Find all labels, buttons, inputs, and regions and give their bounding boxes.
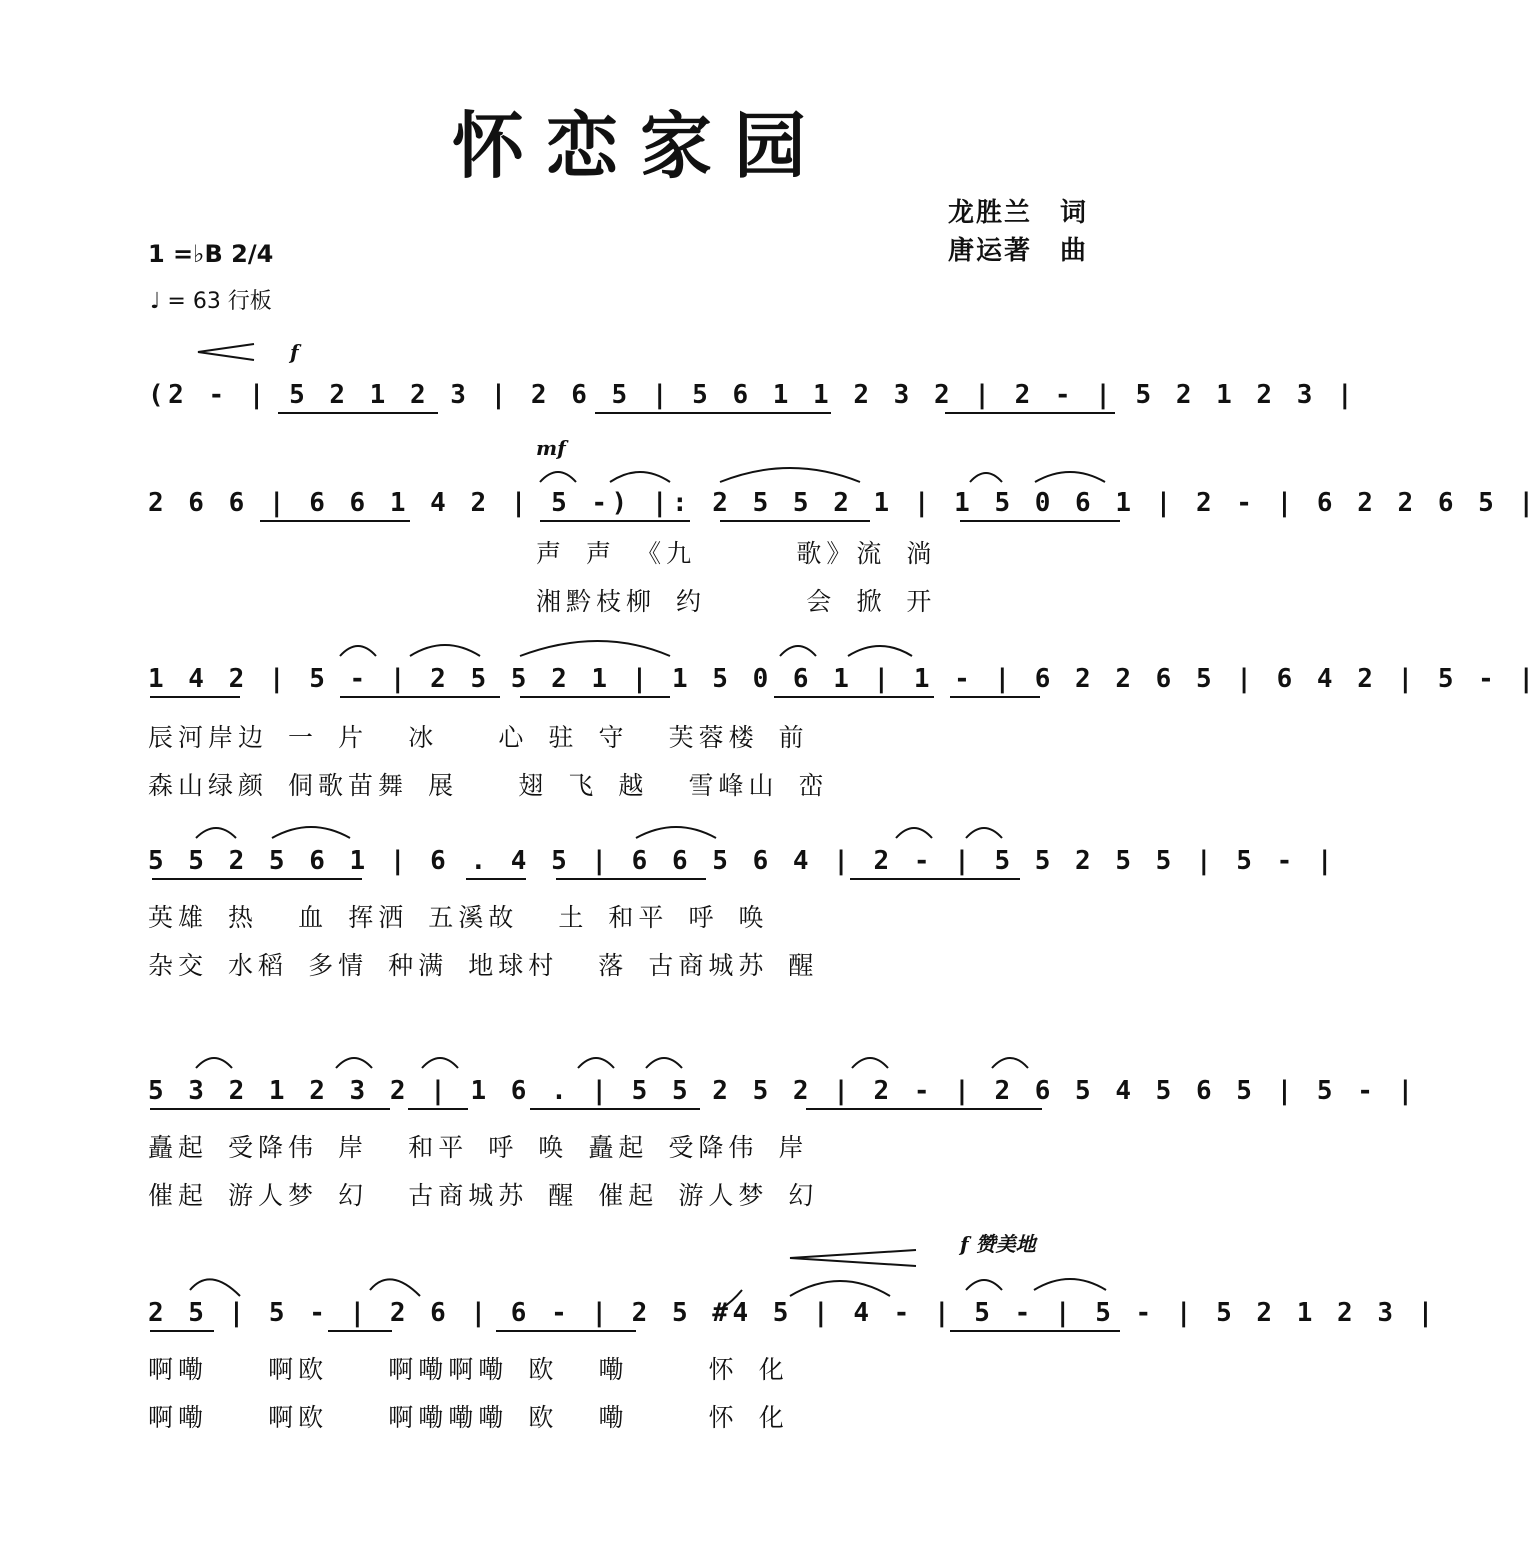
notes-row-4: 5 5 2 5 6 1 | 6 . 4 5 | 6 6 5 6 4 | 2 - | 5 5 2 5 5 | 5 - | xyxy=(148,846,1338,876)
lyricist-role: 词 xyxy=(1060,198,1089,228)
crescendo-hairpin-2 xyxy=(788,1248,918,1268)
composer-name: 唐运著 xyxy=(948,236,1033,266)
underline xyxy=(340,696,500,698)
underline xyxy=(720,520,870,522)
underline xyxy=(540,520,690,522)
dynamic-mf: mf xyxy=(536,436,566,460)
dynamic-f-intro: f xyxy=(290,340,299,364)
dynamic-f-zanmei: f 赞美地 xyxy=(960,1232,1036,1256)
lyrics-row-4-verse-2: 杂交 水稻 多情 种满 地球村 落 古商城苏 醒 xyxy=(148,951,819,980)
underline xyxy=(408,1108,468,1110)
underline xyxy=(960,520,1120,522)
lyrics-row-2-verse-2: 湘黔枝柳 约 会 掀 开 xyxy=(536,587,937,616)
lyrics-row-5-verse-1: 矗起 受降伟 岸 和平 呼 唤 矗起 受降伟 岸 xyxy=(148,1133,809,1162)
underline xyxy=(152,878,362,880)
lyrics-row-6-verse-2: 啊嘞 啊欧 啊嘞嘞嘞 欧 嘞 怀 化 xyxy=(148,1403,789,1432)
underline xyxy=(950,696,1040,698)
notes-row-3: 1 4 2 | 5 - | 2 5 5 2 1 | 1 5 0 6 1 | 1 - | 6 2 2 6 5 | 6 4 2 | 5 - | xyxy=(148,664,1539,694)
underline xyxy=(496,1330,636,1332)
underline xyxy=(595,412,831,414)
underline xyxy=(278,412,438,414)
lyrics-row-5-verse-2: 催起 游人梦 幻 古商城苏 醒 催起 游人梦 幻 xyxy=(148,1181,819,1210)
composer-role: 曲 xyxy=(1060,236,1089,266)
underline xyxy=(556,878,706,880)
key-signature: 1 =♭B 2/4 xyxy=(148,240,274,268)
lyrics-row-3-verse-1: 辰河岸边 一 片 冰 心 驻 守 芙蓉楼 前 xyxy=(148,723,809,752)
underline xyxy=(774,696,934,698)
lyricist-credit xyxy=(948,192,1088,229)
lyrics-row-4-verse-1: 英雄 热 血 挥洒 五溪故 土 和平 呼 唤 xyxy=(148,903,769,932)
underline xyxy=(150,696,240,698)
composer-credit xyxy=(948,230,1088,267)
underline xyxy=(530,1108,700,1110)
lyrics-row-3-verse-2: 森山绿颜 侗歌苗舞 展 翅 飞 越 雪峰山 峦 xyxy=(148,771,829,800)
underline xyxy=(950,1330,1120,1332)
underline xyxy=(945,412,1115,414)
underline xyxy=(850,878,1020,880)
lyrics-row-6-verse-1: 啊嘞 啊欧 啊嘞啊嘞 欧 嘞 怀 化 xyxy=(148,1355,789,1384)
lyrics-row-2-verse-1: 声 声 《九 歌》流 淌 xyxy=(536,539,937,568)
crescendo-hairpin xyxy=(196,342,256,362)
underline xyxy=(806,1108,1042,1110)
notes-row-1: (2 - | 5 2 1 2 3 | 2 6 5 | 5 6 1 1 2 3 2 | 2 - | 5 2 1 2 3 | xyxy=(148,380,1358,410)
notes-row-6: 2 5 | 5 - | 2 6 | 6 - | 2 5 #4 5 | 4 - | 5 - | 5 - | 5 2 1 2 3 | xyxy=(148,1298,1438,1328)
underline xyxy=(520,696,670,698)
lyricist-name: 龙胜兰 xyxy=(948,198,1033,228)
underline xyxy=(150,1330,214,1332)
underline xyxy=(466,878,526,880)
underline xyxy=(260,520,410,522)
song-title: 怀恋家园 xyxy=(451,103,828,188)
notes-row-5: 5 3 2 1 2 3 2 | 1 6 . | 5 5 2 5 2 | 2 - | 2 6 5 4 5 6 5 | 5 - | xyxy=(148,1076,1418,1106)
quarter-note-icon: ♩ xyxy=(150,289,161,314)
underline xyxy=(150,1108,390,1110)
notes-row-2: 2 6 6 | 6 6 1 4 2 | 5 -) |: 2 5 5 2 1 | 1 5 0 6 1 | 2 - | 6 2 2 6 5 | xyxy=(148,488,1539,518)
tempo-marking xyxy=(150,284,272,315)
tempo-text: = 63 行板 xyxy=(167,289,272,314)
underline xyxy=(328,1330,392,1332)
